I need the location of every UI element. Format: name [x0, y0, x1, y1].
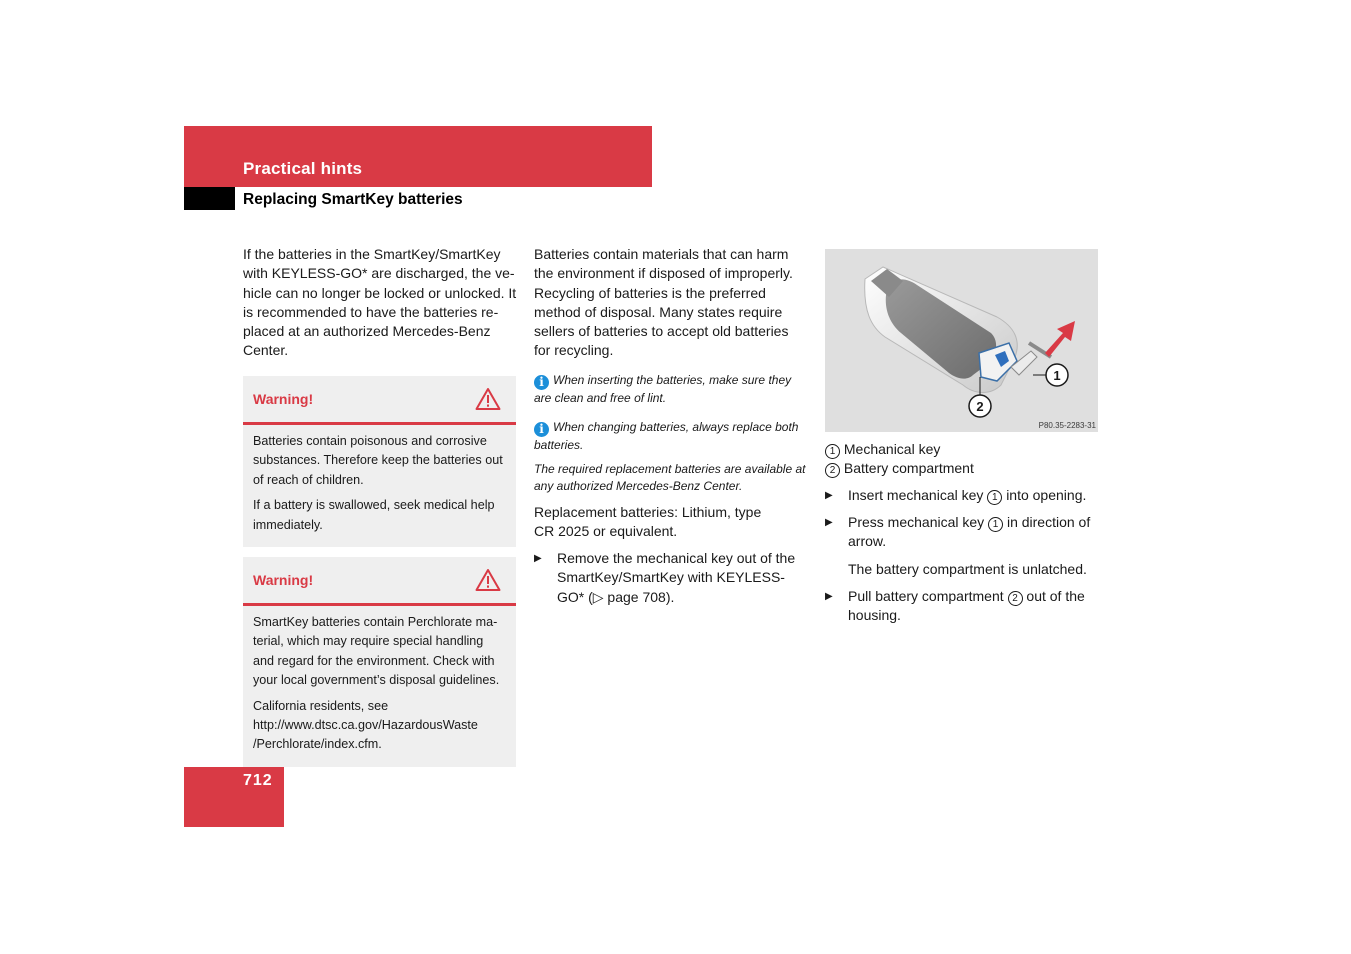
info-note-text: When inserting the batteries, make sure they are clean and free of lint.	[534, 373, 792, 405]
warning-box-1	[243, 376, 516, 547]
warning-box-2	[243, 557, 516, 767]
callout-2-label: 2	[976, 399, 984, 414]
intro-paragraph: If the batteries in the SmartKey/SmartKey with KEYLESS-GO* are discharged, the ve-hicle can no longer be locked or unlocked. It is recommended to have the batteries re-placed at an authorized Mercedes-Benz Center.	[243, 246, 517, 359]
bullet-arrow-icon: ▶	[825, 517, 833, 528]
warning-body	[243, 606, 516, 767]
bullet-arrow-icon: ▶	[534, 553, 542, 564]
step-pull-compartment: ▶ Pull battery compartment 2 out of the housing.	[825, 587, 1105, 626]
warning-triangle-icon	[475, 568, 501, 592]
smartkey-illustration	[825, 249, 1098, 432]
info-note-text: When changing batteries, always replace both batteries.	[534, 420, 799, 452]
warning-triangle-icon	[475, 387, 501, 411]
callout-1-label: 1	[1053, 368, 1061, 383]
legend-text: Mechanical key	[843, 441, 941, 457]
legend-item	[825, 459, 1105, 478]
step-result: The battery compartment is unlatched.	[848, 561, 1087, 577]
legend-text: Battery compartment	[843, 460, 974, 477]
warning-label: Warning!	[253, 391, 314, 407]
step-text: Remove the mechanical key out of the SmartKey/SmartKey with KEYLESS-GO* (▷ page 708).	[557, 550, 796, 605]
warning-text: If a battery is swallowed, seek medical help immediately.	[253, 498, 495, 532]
info-icon: i	[534, 375, 549, 390]
warning-body	[243, 425, 516, 547]
legend	[825, 440, 1105, 479]
image-reference-code: P80.35-2283-31	[1038, 421, 1096, 430]
step-remove-key	[534, 549, 806, 607]
warning-text: Batteries contain poisonous and corrosive substances. Therefore keep the batteries out of reach of children.	[253, 434, 503, 487]
disposal-paragraph: Batteries contain materials that can harm the environment if disposed of improperly. Recycling of batteries is the preferred method of disposal. Many states require sellers of batteries to accept old batteries for recycling.	[534, 246, 793, 359]
section-title: Practical hints	[243, 159, 363, 178]
legend-item	[825, 440, 1105, 459]
bullet-arrow-icon: ▶	[825, 490, 833, 501]
bullet-arrow-icon: ▶	[825, 591, 833, 602]
info-icon: i	[534, 422, 549, 437]
warning-text: SmartKey batteries contain Perchlorate ma-terial, which may require special handling and regard for the environment. Check with your local government’s disposal guidelines.	[253, 615, 500, 688]
warning-text: California residents, see http://www.dtsc.ca.gov/HazardousWaste /Perchlorate/index.cfm.	[253, 698, 478, 752]
legend-number: 1	[825, 444, 840, 459]
warning-label: Warning!	[253, 572, 314, 588]
warning-header	[243, 557, 516, 606]
smartkey-battery-diagram	[825, 249, 1098, 432]
info-note-2	[534, 419, 806, 454]
step-insert-key: ▶ Insert mechanical key 1 into opening.	[825, 486, 1105, 505]
section-tab-marker	[184, 187, 235, 210]
warning-header	[243, 376, 516, 425]
legend-number: 2	[825, 463, 840, 478]
page-number: 712	[243, 772, 273, 789]
page-heading: Replacing SmartKey batteries	[243, 191, 463, 208]
replacement-batteries-text: Replacement batteries: Lithium, type CR 2025 or equivalent.	[534, 504, 762, 540]
step-press-key: ▶ Press mechanical key 1 in direction of arrow.	[825, 513, 1105, 552]
replacement-availability-note: The required replacement batteries are available at any authorized Mercedes-Benz Center.	[534, 462, 806, 493]
info-note-1	[534, 372, 806, 407]
